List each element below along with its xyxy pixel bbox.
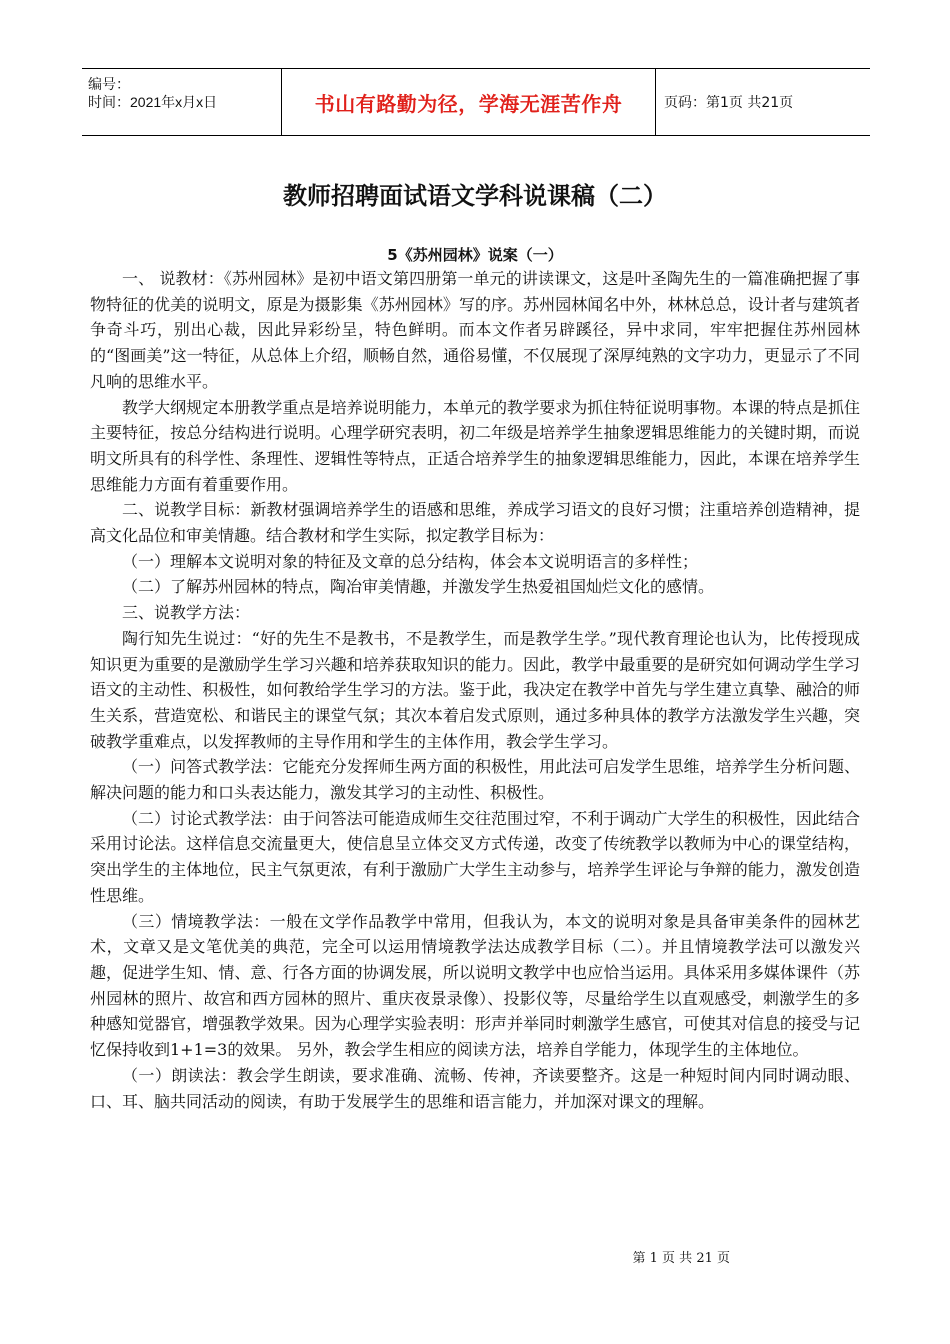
paragraph: （一）朗读法：教会学生朗读，要求准确、流畅、传神，齐读要整齐。这是一种短时间内同时调动眼、口、耳、脑共同活动的阅读，有助于发展学生的思维和语言能力，并加深对课文的理解。: [90, 1065, 860, 1111]
paragraph: 一、 说教材：《苏州园林》是初中语文第四册第一单元的讲读课文，这是叶圣陶先生的一篇准确把握了事物特征的优美的说明文，原是为摄影集《苏州园林》写的序。苏州园林闻名中外，林林总总，设计者与建筑者争奇斗巧，别出心裁，因此异彩纷呈，特色鲜明。而本文作者另辟蹊径，异中求同，牢牢把握住苏州园林的“图画美”这一特征，从总体上介绍，顺畅自然，通俗易懂，不仅展现了深厚纯熟的文字功力，更显示了不同凡响的思维水平。: [90, 269, 860, 391]
header-table: [82, 68, 870, 136]
time-label: 时间：2021年x月x日: [88, 94, 218, 110]
page-info: 页码：第1页 共21页: [664, 95, 794, 111]
paragraph: （三）情境教学法：一般在文学作品教学中常用，但我认为，本文的说明对象是具备审美条件的园林艺术，文章又是文笔优美的典范，完全可以运用情境教学法达成教学目标（二）。并且情境教学法可以激发兴趣，促进学生知、情、意、行各方面的协调发展，所以说明文教学中也应恰当运用。具体采用多媒体课件（苏州园林的照片、故宫和西方园林的照片、重庆夜景录像）、投影仪等，尽量给学生以直观感受，刺激学生的多种感知觉器官，增强教学效果。因为心理学实验表明：形声并举同时刺激学生感官，可使其对信息的接受与记忆保持收到1+1=3的效果。 另外，教会学生相应的阅读方法，培养自学能力，体现学生的主体地位。: [90, 911, 860, 1060]
paragraph: （二）讨论式教学法：由于问答法可能造成师生交往范围过窄，不利于调动广大学生的积极性，因此结合采用讨论法。这样信息交流量更大，使信息呈立体交叉方式传递，改变了传统教学以教师为中心的课堂结构，突出学生的主体地位，民主气氛更浓，有利于激励广大学生主动参与，培养学生评论与争辩的能力，激发创造性思维。: [90, 808, 860, 905]
body-text: [90, 266, 860, 1114]
header-left-cell: [82, 69, 282, 135]
paragraph: 陶行知先生说过：“好的先生不是教书，不是教学生，而是教学生学。”现代教育理论也认为，比传授现成知识更为重要的是激励学生学习兴趣和培养获取知识的能力。因此，教学中最重要的是研究如何调动学生学习语文的主动性、积极性，如何教给学生学习的方法。鉴于此，我决定在教学中首先与学生建立真挚、融洽的师生关系，营造宽松、和谐民主的课堂气氛；其次本着启发式原则，通过多种具体的教学方法激发学生兴趣，突破教学重难点，以发挥教师的主导作用和学生的主体作用，教会学生学习。: [90, 628, 860, 751]
paragraph: （二）了解苏州园林的特点，陶冶审美情趣，并激发学生热爱祖国灿烂文化的感情。: [122, 577, 715, 597]
paragraph: 教学大纲规定本册教学重点是培养说明能力，本单元的教学要求为抓住特征说明事物。本课的特点是抓住主要特征，按总分结构进行说明。心理学研究表明，初二年级是培养学生抽象逻辑思维能力的关键时期，而说明文所具有的科学性、条理性、逻辑性等特点，正适合培养学生的抽象逻辑思维能力，因此，本课在培养学生思维能力方面有着重要作用。: [90, 397, 860, 494]
motto: 书山有路勤为径，学海无涯苦作舟: [282, 69, 656, 135]
document-title: 教师招聘面试语文学科说课稿（二）: [283, 182, 667, 210]
document-subtitle: 5《苏州园林》说案（一）: [387, 246, 563, 264]
paragraph: （一）问答式教学法：它能充分发挥师生两方面的积极性，用此法可启发学生思维，培养学生分析问题、解决问题的能力和口头表达能力，激发其学习的主动性、积极性。: [90, 757, 860, 803]
paragraph: 三、说教学方法：: [122, 603, 251, 623]
paragraph: （一）理解本文说明对象的特征及文章的总分结构，体会本文说明语言的多样性；: [122, 551, 699, 571]
page-footer: 第 1 页 共 21 页: [632, 1251, 730, 1266]
number-label: 编号：: [88, 76, 130, 92]
paragraph: 二、说教学目标：新教材强调培养学生的语感和思维，养成学习语文的良好习惯；注重培养创造精神，提高文化品位和审美情趣。结合教材和学生实际，拟定教学目标为：: [90, 500, 860, 546]
